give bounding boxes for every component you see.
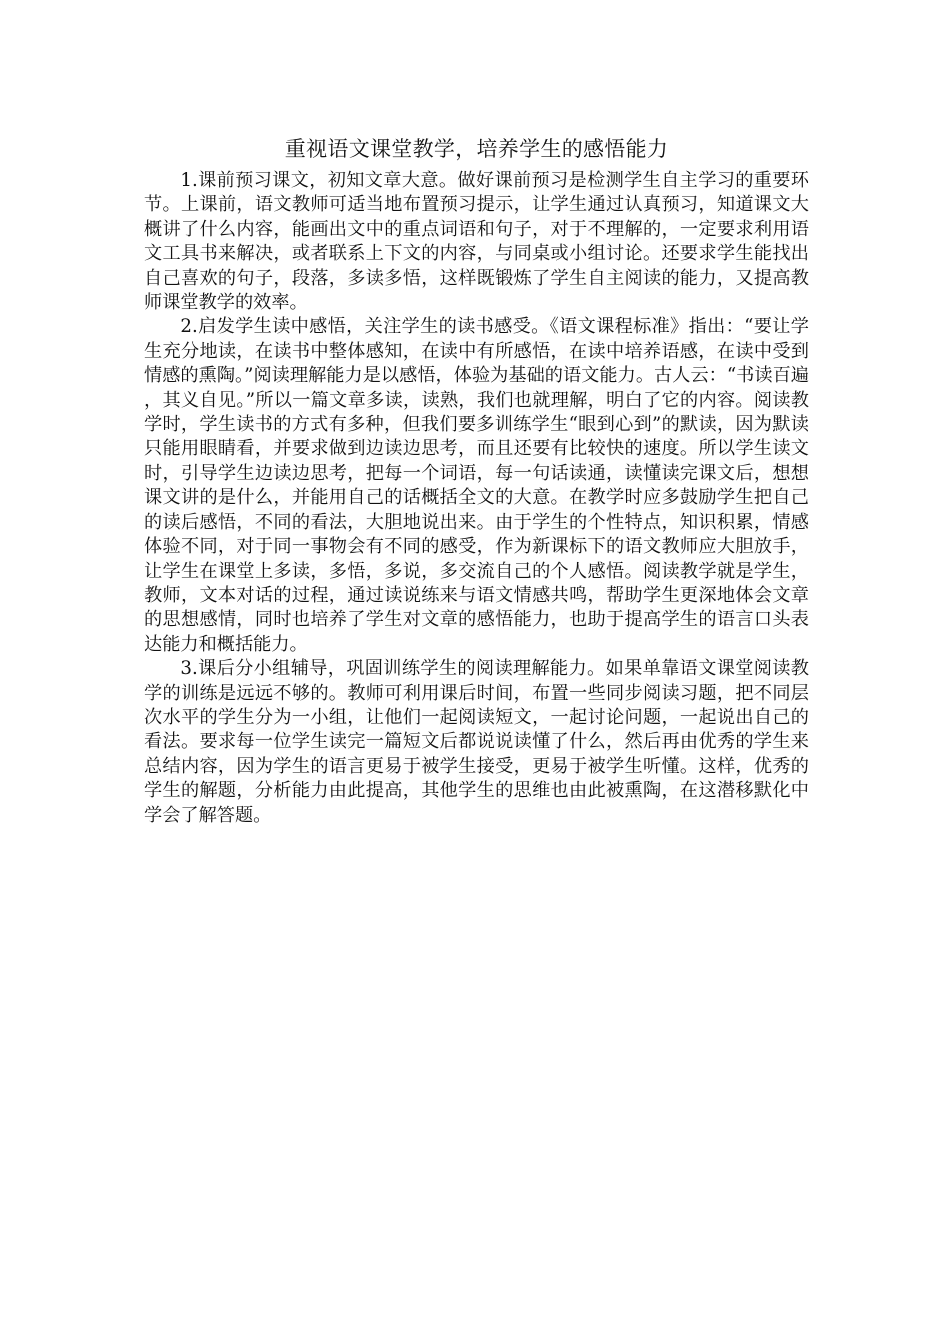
- document-body: [144, 133, 809, 828]
- document-title: 重视语文课堂教学，培养学生的感悟能力: [284, 137, 669, 161]
- paragraph-3: 3.课后分小组辅导，巩固训练学生的阅读理解能力。如果单靠语文课堂阅读教学的训练是远远不够的。教师可利用课后时间，布置一些同步阅读习题，把不同层次水平的学生分为一小组，让他们一起阅读短文，一起讨论问题，一起说出自己的看法。要求每一位学生读完一篇短文后都说说读懂了什么，然后再由优秀的学生来总结内容，因为学生的语言更易于被学生接受，更易于被学生听懂。这样，优秀的学生的解题，分析能力由此提高，其他学生的思维也由此被熏陶，在这潜移默化中学会了解答题。: [144, 658, 809, 826]
- paragraph-1: 1.课前预习课文，初知文章大意。做好课前预习是检测学生自主学习的重要环节。上课前，语文教师可适当地布置预习提示，让学生通过认真预习，知道课文大概讲了什么内容，能画出文中的重点词语和句子，对于不理解的，一定要求利用语文工具书来解决，或者联系上下文的内容，与同桌或小组讨论。还要求学生能找出自己喜欢的句子，段落，多读多悟，这样既锻炼了学生自主阅读的能力，又提高教师课堂教学的效率。: [144, 170, 809, 314]
- paragraph-2: 2.启发学生读中感悟，关注学生的读书感受。《语文课程标准》指出：“要让学生充分地读，在读书中整体感知，在读中有所感悟，在读中培养语感，在读中受到情感的熏陶。”阅读理解能力是以感悟，体验为基础的语文能力。古人云：“书读百遍，其义自见。”所以一篇文章多读，读熟，我们也就理解，明白了它的内容。阅读教学时，学生读书的方式有多种，但我们要多训练学生“眼到心到”的默读，因为默读只能用眼睛看，并要求做到边读边思考，而且还要有比较快的速度。所以学生读文时，引导学生边读边思考，把每一个词语，每一句话读通，读懂读完课文后，想想课文讲的是什么，并能用自己的话概括全文的大意。在教学时应多鼓励学生把自己的读后感悟，不同的看法，大胆地说出来。由于学生的个性特点，知识积累，情感体验不同，对于同一事物会有不同的感受，作为新课标下的语文教师应大胆放手，让学生在课堂上多读，多悟，多说，多交流自己的个人感悟。阅读教学就是学生，教师，文本对话的过程，通过读说练来与语文情感共鸣，帮助学生更深地体会文章的思想感情，同时也培养了学生对文章的感悟能力，也助于提高学生的语言口头表达能力和概括能力。: [144, 316, 809, 655]
